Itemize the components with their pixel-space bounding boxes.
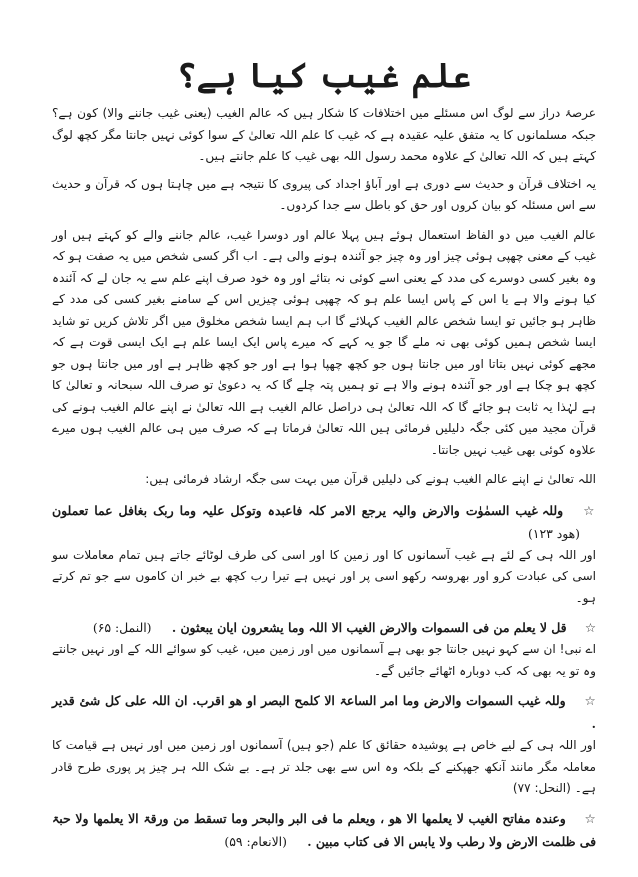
star-icon: ☆ [584, 620, 596, 636]
quran-verse [52, 689, 596, 735]
body-paragraph: یہ اختلاف قرآن و حدیث سے دوری ہے اور آباؤ اجداد کی پیروی کا نتیجہ ہے میں چاہتا ہوں کہ قرآن و حدیث سے اس مسئلہ کو بیان کروں اور حق کو باطل سے جدا کردوں۔ [52, 176, 596, 213]
verses-intro: اللہ تعالیٰ نے اپنے عالم الغیب ہونے کی دلیلیں قرآن میں بہت سی جگہ ارشاد فرمائی ہیں: [145, 472, 596, 487]
verse-translation: اور اللہ ہی کے لئے ہے غیب آسمانوں کا اور زمین کا اور اسی کی طرف لوٹائے جاتے ہیں تمام معاملات سو اسی کی عبادت کرو اور بھروسہ رکھو اسی پر اور نہیں ہے تیرا رب کچھ بے خبر ان کاموں سے جو تم کرتے ہو۔ [52, 547, 596, 605]
star-icon: ☆ [584, 810, 596, 826]
quran-verse [52, 616, 596, 639]
verse-translation: اور اللہ ہی کے لیے خاص ہے پوشیدہ حقائق کا علم (جو ہیں) آسمانوں اور زمین میں اور نہیں ہے قیامت کا معاملہ مگر مانند آنکھ جھپکنے کے بلکہ وہ اس سے بھی جلد تر ہے۔ بے شک اللہ ہر چیز پر پوری طرح قادر ہے۔ (النحل: ۷۷) [52, 738, 596, 796]
intro-paragraph: عرصۂ دراز سے لوگ اس مسئلے میں اختلافات کا شکار ہیں کہ عالم الغیب (یعنی غیب جاننے والا) کون ہے؟ جبکہ مسلمانوں کا یہ متفق علیہ عقیدہ ہے کہ غیب کا علم اللہ تعالیٰ کے سوا کوئی نہیں جانتا مگر کچھ لوگ کہتے ہیں کہ اللہ تعالیٰ کے علاوہ محمد رسول اللہ بھی غیب کا علم جانتے ہیں۔ [52, 106, 596, 164]
verse-arabic: وللہ غیب السموات والارض وما امر الساعۃ الا کلمح البصر او ھو اقرب. ان اللہ علی کل شئ قدیر . [52, 693, 596, 732]
verse-reference: (الانعام: ۵۹) [224, 833, 287, 849]
page-title: علم غیب کیا ہے؟ [176, 56, 472, 96]
quran-verse [52, 807, 596, 853]
body-paragraph: عالم الغیب میں دو الفاظ استعمال ہوئے ہیں پہلا عالم اور دوسرا غیب، عالم جاننے والے کو کہتے ہیں اور غیب کے معنی چھپی ہوئی چیز اور وہ چیز جو آئندہ ہونے والی ہے۔ اب اگر کسی شخص میں یہ صفت ہو کہ وہ بغیر کسی دوسرے کی مدد کے یعنی اسے کوئی نہ بتائے اور وہ خود صرف اپنے علم سے یہ جان لے کہ آئندہ کیا ہونے والا ہے یا اس کے پاس ایسا علم ہو کہ چھپی ہوئی چیزیں اس کے سامنے بغیر کسی کی مدد کے ظاہر ہو جائیں تو ایسا شخص عالم الغیب کہلائے گا اب ہم ایسا شخص مخلوق میں اگر تلاش کریں تو شاید ایسا شخص ہمیں کوئی بھی نہ ملے گا جو یہ کہے کہ میرے پاس ایک ایسا علم ہے ایک ایسی قوت ہے کہ مجھے کوئی نہیں بتاتا اور میں جانتا ہوں جو کچھ چھپا ہوا ہے اور جو کچھ ظاہر ہے اور میں جانتا ہوں جو کچھ ہو چکا ہے اور جو آئندہ ہونے والا ہے تو ہمیں پتہ چلے گا کہ یہ دعویٰ تو صرف اللہ سبحانہ و تعالیٰ کا ہے لہٰذا یہ ثابت ہو جائے گا کہ اللہ تعالیٰ ہی دراصل عالم الغیب ہے اللہ تعالیٰ نے اپنے عالم الغیب ہونے کی قرآن مجید میں کئی جگہ دلیلیں فرمائی ہیں اللہ تعالیٰ فرماتا ہے کہ صرف میں ہی عالم الغیب ہوں میرے علاوہ کوئی بھی غیب نہیں جانتا۔ [52, 227, 596, 457]
document-page [52, 58, 596, 853]
verse-arabic: قل لا یعلم من فی السموات والارض الغیب الا اللہ وما یشعرون ایان یبعثون . [171, 620, 567, 636]
verse-translation: اے نبی! ان سے کہو نہیں جانتا جو بھی ہے آسمانوں میں اور زمین میں، غیب کو سوائے اللہ کے اور نہیں جانتے وہ تو یہ بھی کہ کب دوبارہ اٹھائے جائیں گے۔ [52, 642, 596, 678]
verse-reference: (النمل: ۶۵) [92, 620, 152, 636]
star-icon: ☆ [583, 502, 596, 518]
verse-arabic: وعندہ مفاتح الغیب لا یعلمھا الا ھو ، ویعلم ما فی البر والبحر وما تسقط من ورقۃ الا یعلمھا ولا حبۃ فی ظلمت الارض ولا رطب ولا یابس الا فی کتاب مبین . [52, 810, 596, 849]
quran-verse [52, 499, 596, 545]
star-icon: ☆ [584, 693, 596, 709]
verse-arabic: وللہ غیب السمٰوٰت والارض والیہ یرجع الامر کلہ فاعبدہ وتوکل علیہ وما ربک بغافل عما تعملون [52, 502, 564, 518]
verse-reference: (ھود ۱۲۳) [527, 525, 580, 541]
